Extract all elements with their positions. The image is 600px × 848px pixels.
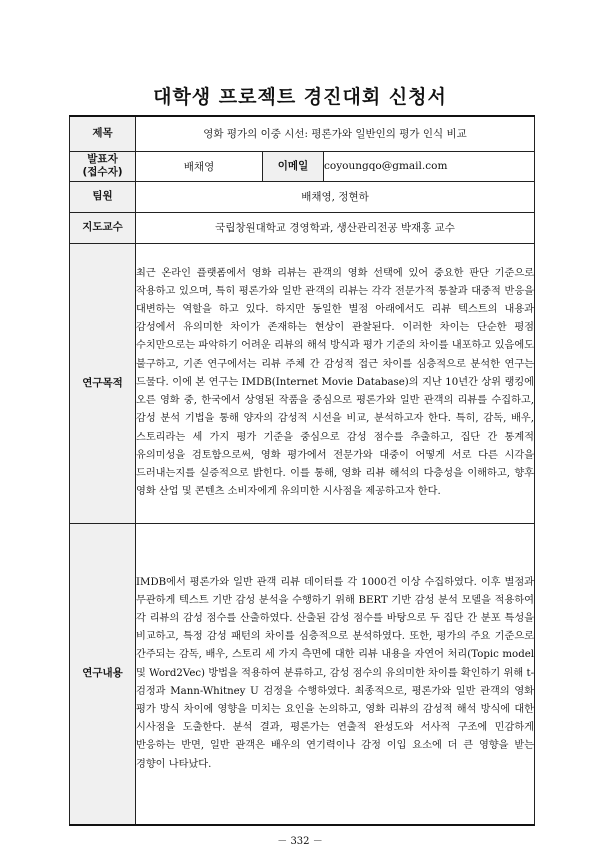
presenter-label-line2: (접수자) [82, 166, 123, 178]
purpose-label: 연구목적 [70, 243, 136, 523]
page-title: 대학생 프로젝트 경진대회 신청서 [153, 86, 447, 108]
advisor-label: 지도교수 [70, 212, 136, 243]
purpose-text: 최근 온라인 플랫폼에서 영화 리뷰는 관객의 영화 선택에 있어 중요한 판단 기준으로 작용하고 있으며, 특히 평론가와 일반 관객의 리뷰는 각각 전문가적 통찰과 대중적 반응을 대변하는 역할을 하고 있다. 하지만 동일한 별점 아래에서도 리뷰 텍스트의 내용과 감성에서 유의미한 차이가 존재하는 현상이 관찰된다. 이러한 차이는 단순한 평점 수치만으로는 파악하기 어려운 리뷰의 해석 방식과 평가 기준의 차이를 내포하고 있음에도 불구하고, 기존 연구에서는 리뷰 주체 간 감성적 접근 차이를 심층적으로 분석한 연구는 드물다. 이에 본 연구는 IMDB(Internet Movie Database)의 지난 10년간 상위 랭킹에 오른 영화 중, 한국에서 상영된 작품을 중심으로 평론가와 일반 관객의 리뷰를 수집하고, 감성 분석 기법을 통해 양자의 감성적 시선을 비교, 분석하고자 한다. 특히, 감독, 배우, 스토리라는 세 가지 평가 기준을 중심으로 감성 점수를 추출하고, 집단 간 통계적 유의미성을 검토함으로써, 영화 평가에서 전문가와 대중이 어떻게 서로 다른 시각을 드러내는지를 실증적으로 밝힌다. 이를 통해, 영화 리뷰 해석의 다층성을 이해하고, 향후 영화 산업 및 콘텐츠 소비자에게 유의미한 시사점을 제공하고자 한다. [136, 267, 535, 498]
subject-label: 제목 [70, 116, 136, 151]
content-cell [136, 523, 535, 825]
email-label: 이메일 [263, 151, 324, 181]
page-number: － 332 － [277, 836, 323, 847]
advisor-row [70, 212, 535, 243]
team-value: 배채영, 정현하 [136, 181, 535, 212]
content-row [70, 523, 535, 825]
presenter-label-line1: 발표자 [87, 153, 118, 165]
presenter-label [70, 151, 136, 181]
email-value: coyoungqo@gmail.com [324, 151, 535, 181]
team-row [70, 181, 535, 212]
subject-value: 영화 평가의 이중 시선: 평론가와 일반인의 평가 인식 비교 [136, 116, 535, 151]
content-label: 연구내용 [70, 523, 136, 825]
team-label: 팀원 [70, 181, 136, 212]
presenter-value: 배채영 [136, 151, 263, 181]
content-text: IMDB에서 평론가와 일반 관객 리뷰 데이터를 각 1000건 이상 수집하였다. 이후 별점과 무관하게 텍스트 기반 감성 분석을 수행하기 위해 BERT 기반 감성 분석 모델을 적용하여 각 리뷰의 감성 점수를 산출하였다. 산출된 감성 점수를 바탕으로 두 집단 간 분포 특성을 비교하고, 특정 감성 패턴의 차이를 심층적으로 분석하였다. 또한, 평가의 주요 기준으로 간주되는 감독, 배우, 스토리 세 가지 측면에 대한 리뷰 내용을 자연어 처리(Topic model 및 Word2Vec) 방법을 적용하여 분류하고, 감성 점수의 유의미한 차이를 확인하기 위해 t-검정과 Mann-Whitney U 검정을 수행하였다. 최종적으로, 평론가와 일반 관객의 영화 평가 방식 차이에 영향을 미치는 요인을 논의하고, 영화 리뷰의 감성적 해석 방식에 대한 시사점을 도출한다. 분석 결과, 평론가는 연출적 완성도와 서사적 구조에 민감하게 반응하는 반면, 일반 관객은 배우의 연기력이나 감정 이입 요소에 더 큰 영향을 받는 경향이 나타났다. [136, 576, 535, 770]
purpose-cell [136, 243, 535, 523]
application-form-table [69, 115, 535, 826]
subject-row [70, 116, 535, 151]
advisor-value: 국립창원대학교 경영학과, 생산관리전공 박재홍 교수 [136, 212, 535, 243]
purpose-row [70, 243, 535, 523]
presenter-row [70, 151, 535, 181]
